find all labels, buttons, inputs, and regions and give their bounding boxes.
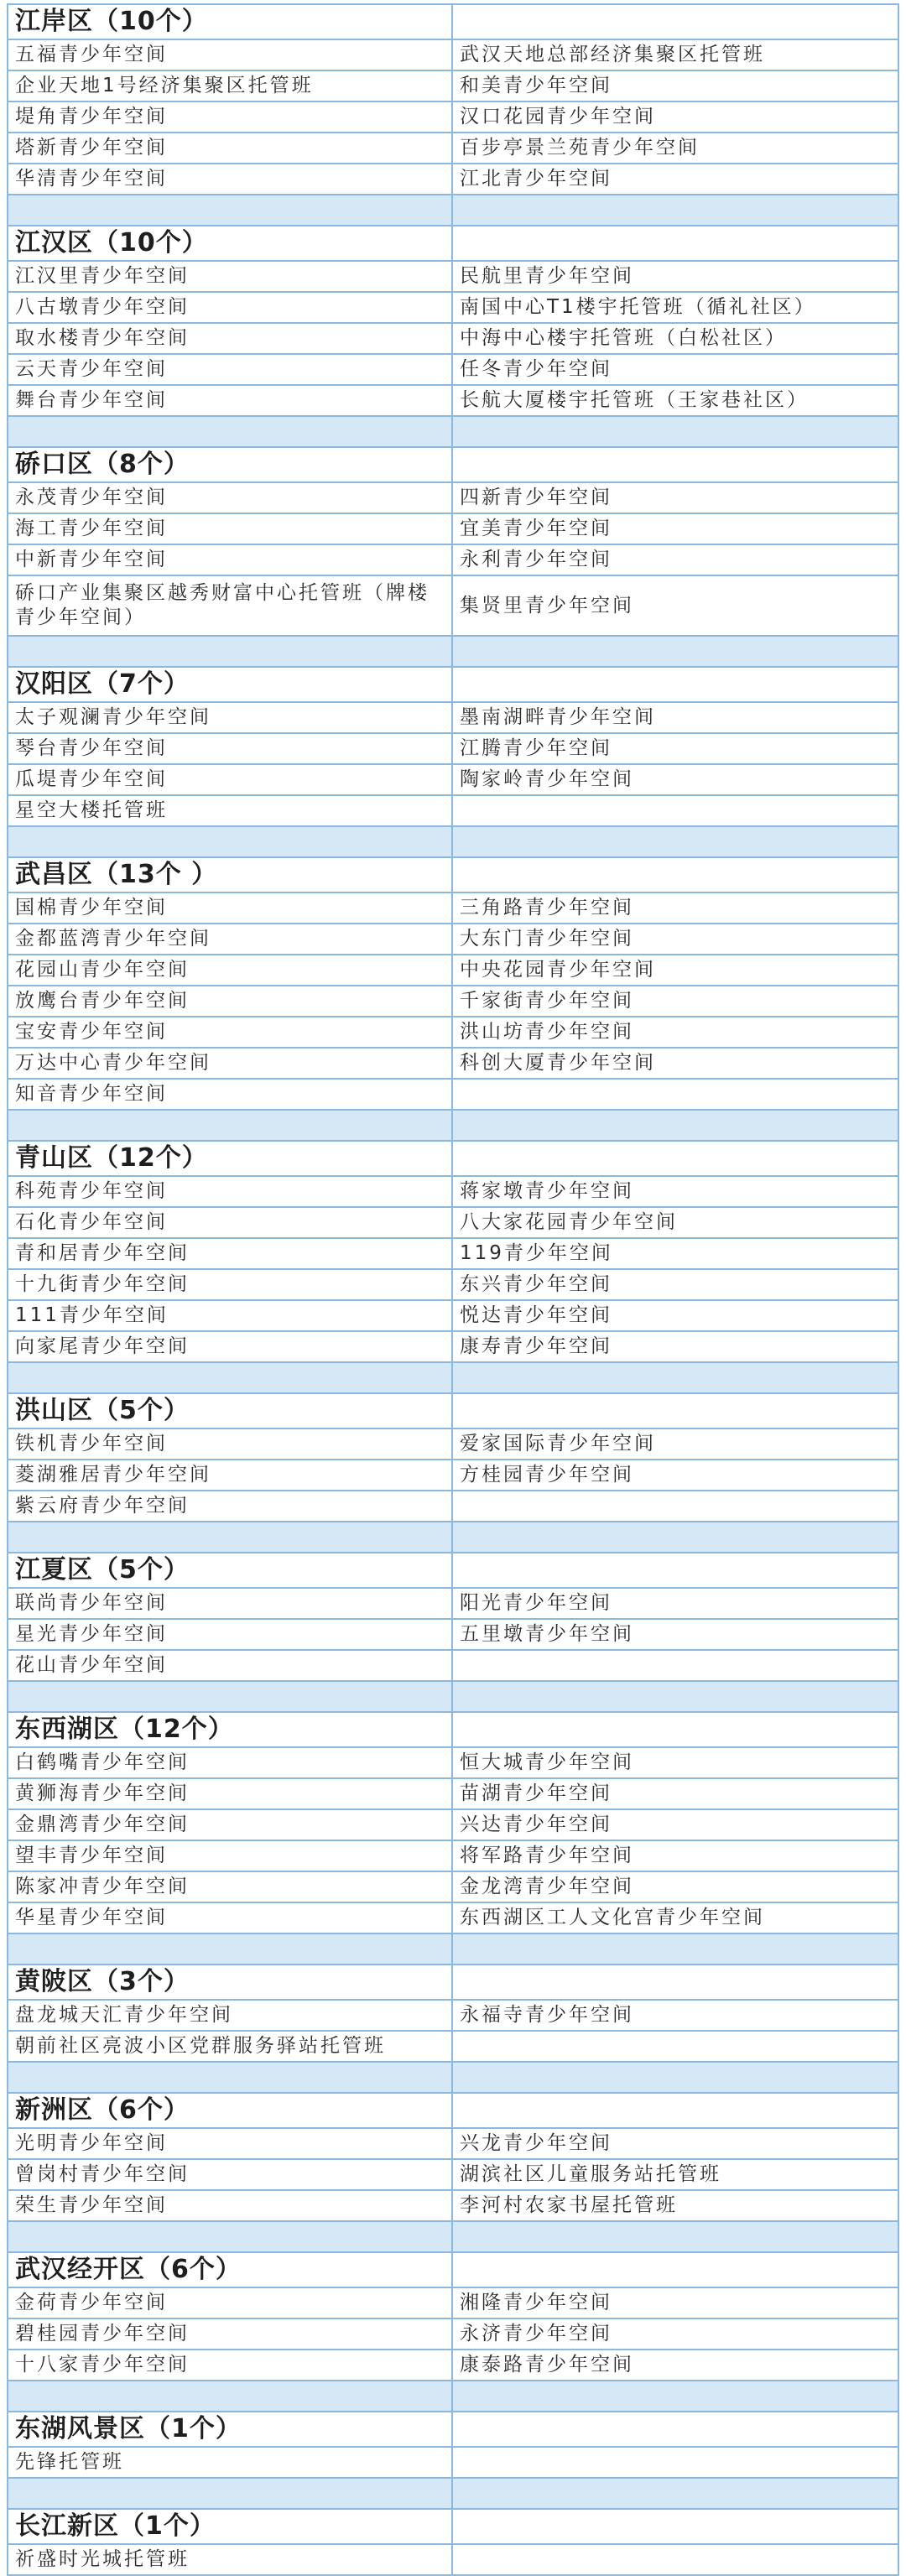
venue-name-right: 康寿青少年空间: [460, 1335, 612, 1358]
district-title: 武汉经开区（6个）: [8, 2253, 453, 2287]
table-row: [7, 291, 899, 324]
table-row: [7, 132, 899, 164]
venue-name-left: 中新青少年空间: [8, 545, 453, 575]
venue-name-right: 兴龙青少年空间: [460, 2132, 612, 2155]
table-row: [7, 1871, 899, 1903]
venue-name-left: 华清青少年空间: [8, 164, 453, 194]
table-row: [7, 101, 899, 133]
venue-name-right: 三角路青少年空间: [460, 897, 634, 919]
venue-name-right: 武汉天地总部经济集聚区托管班: [460, 44, 765, 66]
venue-name-left: 取水楼青少年空间: [8, 324, 453, 353]
empty-cell: [453, 1142, 898, 1175]
venue-name-right: 民航里青少年空间: [460, 265, 634, 288]
venue-name-right: 八大家花园青少年空间: [460, 1211, 678, 1234]
venue-name-left: 白鹤嘴青少年空间: [8, 1748, 453, 1777]
venue-name-right: [453, 1491, 898, 1521]
empty-cell: [453, 5, 898, 39]
empty-cell: [8, 827, 453, 856]
venue-name-right: [453, 1080, 898, 1109]
venue-name-left: 塔新青少年空间: [8, 133, 453, 163]
section-spacer-row: [7, 1361, 899, 1394]
venue-name-left: 云天青少年空间: [8, 355, 453, 384]
table-row: [7, 1268, 899, 1301]
venue-name-right: 集贤里青少年空间: [460, 594, 634, 617]
venue-name-right: 大东门青少年空间: [460, 928, 634, 950]
table-row: [7, 892, 899, 924]
venue-name-left: 金鼎湾青少年空间: [8, 1810, 453, 1840]
empty-cell: [8, 417, 453, 446]
venue-name-left: 星光青少年空间: [8, 1620, 453, 1649]
empty-cell: [8, 1363, 453, 1392]
empty-cell: [453, 2094, 898, 2127]
venue-name-left: 青和居青少年空间: [8, 1239, 453, 1268]
venue-name-right: [453, 796, 898, 825]
venue-name-left: 铁机青少年空间: [8, 1429, 453, 1459]
empty-cell: [453, 827, 898, 856]
empty-cell: [8, 1522, 453, 1552]
table-row: [7, 954, 899, 986]
venue-name-left: 曾岗村青少年空间: [8, 2160, 453, 2189]
section-spacer-row: [7, 2061, 899, 2094]
empty-cell: [453, 417, 898, 446]
district-header-row: [7, 1964, 899, 2001]
venue-name-right: 洪山坊青少年空间: [460, 1021, 634, 1043]
venue-name-right: 江腾青少年空间: [460, 737, 612, 760]
table-row: [7, 1016, 899, 1049]
venue-name-left: 舞台青少年空间: [8, 386, 453, 415]
venue-name-left: 碧桂园青少年空间: [8, 2319, 453, 2349]
district-title: 东湖风景区（1个）: [8, 2412, 453, 2446]
empty-cell: [8, 637, 453, 666]
table-row: [7, 2030, 899, 2063]
table-row: [7, 732, 899, 765]
table-row: [7, 2127, 899, 2160]
venue-name-left: 海工青少年空间: [8, 514, 453, 544]
venue-name-right: 中海中心楼宇托管班（白松社区）: [460, 327, 787, 350]
venue-name-left: 华星青少年空间: [8, 1903, 453, 1933]
table-row: [7, 2318, 899, 2350]
empty-cell: [453, 1713, 898, 1746]
venue-name-right: 将军路青少年空间: [460, 1845, 634, 1867]
table-row: [7, 70, 899, 102]
empty-cell: [453, 1522, 898, 1552]
table-row: [7, 1902, 899, 1934]
district-title: 东西湖区（12个）: [8, 1713, 453, 1746]
table-row: [7, 923, 899, 955]
district-header-row: [7, 666, 899, 703]
table-row: [7, 1175, 899, 1208]
table-row: [7, 1777, 899, 1810]
table-row: [7, 1587, 899, 1620]
empty-cell: [453, 2063, 898, 2092]
venue-name-right: 阳光青少年空间: [460, 1592, 612, 1615]
venue-name-right: 方桂园青少年空间: [460, 1464, 634, 1486]
venue-name-left: 紫云府青少年空间: [8, 1491, 453, 1521]
table-row: [7, 1490, 899, 1522]
section-spacer-row: [7, 825, 899, 858]
venue-name-right: 中央花园青少年空间: [460, 959, 656, 981]
table-row: [7, 1428, 899, 1460]
table-row: [7, 2189, 899, 2222]
district-header-row: [7, 2508, 899, 2545]
venue-name-left: 瓜堤青少年空间: [8, 765, 453, 794]
district-header-row: [7, 3, 899, 40]
venue-name-left: 光明青少年空间: [8, 2129, 453, 2158]
empty-cell: [453, 2381, 898, 2411]
venue-name-left: 企业天地1号经济集聚区托管班: [8, 71, 453, 101]
venue-name-left: 星空大楼托管班: [8, 796, 453, 825]
venue-name-right: 兴达青少年空间: [460, 1814, 612, 1836]
empty-cell: [453, 2479, 898, 2508]
venue-name-left: 十八家青少年空间: [8, 2350, 453, 2380]
district-title: 长江新区（1个）: [8, 2510, 453, 2543]
venue-name-right: 爱家国际青少年空间: [460, 1433, 656, 1455]
venue-name-left: 黄狮海青少年空间: [8, 1779, 453, 1808]
venue-name-right: 恒大城青少年空间: [460, 1751, 634, 1774]
venue-name-right: [453, 2545, 898, 2574]
venue-name-right: 金龙湾青少年空间: [460, 1876, 634, 1898]
table-row: [7, 260, 899, 293]
empty-cell: [453, 637, 898, 666]
table-row: [7, 1808, 899, 1841]
empty-cell: [453, 2222, 898, 2251]
table-row: [7, 701, 899, 734]
table-row: [7, 1840, 899, 1872]
venue-name-left: 科苑青少年空间: [8, 1177, 453, 1206]
table-row: [7, 322, 899, 355]
table-row: [7, 1299, 899, 1332]
venue-name-left: 金都蓝湾青少年空间: [8, 924, 453, 954]
empty-cell: [8, 1111, 453, 1140]
district-title: 江夏区（5个）: [8, 1553, 453, 1587]
section-spacer-row: [7, 635, 899, 668]
venue-name-right: 康泰路青少年空间: [460, 2354, 634, 2376]
empty-cell: [453, 2510, 898, 2543]
section-spacer-row: [7, 2220, 899, 2253]
venue-name-left: 宝安青少年空间: [8, 1017, 453, 1047]
venue-name-right: 江北青少年空间: [460, 168, 612, 190]
venue-name-left: 向家尾青少年空间: [8, 1332, 453, 1361]
venue-name-right: 悦达青少年空间: [460, 1304, 612, 1327]
venue-name-left: 望丰青少年空间: [8, 1841, 453, 1871]
empty-cell: [453, 1682, 898, 1711]
venue-name-right: 长航大厦楼宇托管班（王家巷社区）: [460, 389, 809, 412]
district-title: 新洲区（6个）: [8, 2094, 453, 2127]
venue-name-left: 琴台青少年空间: [8, 734, 453, 763]
venue-name-right: 东西湖区工人文化宫青少年空间: [460, 1907, 765, 1929]
table-row: [7, 1649, 899, 1682]
table-row: [7, 763, 899, 796]
table-row: [7, 2543, 899, 2576]
table-row: [7, 544, 899, 576]
table-row: [7, 1746, 899, 1779]
district-header-row: [7, 2092, 899, 2129]
district-title: 青山区（12个）: [8, 1142, 453, 1175]
venue-name-left: 五福青少年空间: [8, 40, 453, 70]
empty-cell: [8, 2381, 453, 2411]
district-header-row: [7, 2411, 899, 2448]
table-row: [7, 575, 899, 637]
table-row: [7, 2158, 899, 2191]
venue-name-right: 汉口花园青少年空间: [460, 106, 656, 128]
venue-name-left: 朝前社区亮波小区党群服务驿站托管班: [8, 2032, 453, 2061]
venue-name-right: 陶家岭青少年空间: [460, 768, 634, 791]
district-header-row: [7, 1140, 899, 1177]
table-row: [7, 163, 899, 195]
empty-cell: [453, 1965, 898, 1999]
table-row: [7, 384, 899, 417]
section-spacer-row: [7, 1680, 899, 1713]
empty-cell: [453, 1363, 898, 1392]
table-row: [7, 985, 899, 1017]
empty-cell: [453, 1553, 898, 1587]
empty-cell: [453, 2412, 898, 2446]
venue-name-right: 东兴青少年空间: [460, 1273, 612, 1296]
venue-name-right: 科创大厦青少年空间: [460, 1052, 656, 1075]
venue-name-right: 南国中心T1楼宇托管班（循礼社区）: [460, 296, 816, 319]
venue-name-left: 永茂青少年空间: [8, 483, 453, 513]
district-header-row: [7, 225, 899, 262]
venue-name-right: 宜美青少年空间: [460, 518, 612, 540]
venue-name-right: 湘隆青少年空间: [460, 2292, 612, 2314]
venue-name-right: [453, 2032, 898, 2061]
venue-name-left: 硚口产业集聚区越秀财富中心托管班（牌楼青少年空间）: [8, 576, 453, 635]
table-row: [7, 481, 899, 514]
empty-cell: [453, 448, 898, 481]
empty-cell: [8, 1682, 453, 1711]
venue-name-right: 永济青少年空间: [460, 2323, 612, 2345]
table-row: [7, 353, 899, 386]
section-spacer-row: [7, 2477, 899, 2510]
venue-name-left: 八古墩青少年空间: [8, 293, 453, 322]
section-spacer-row: [7, 415, 899, 448]
district-header-row: [7, 1392, 899, 1429]
table-row: [7, 1459, 899, 1491]
venue-name-right: 和美青少年空间: [460, 75, 612, 97]
table-row: [7, 1237, 899, 1270]
venue-name-left: 十九街青少年空间: [8, 1270, 453, 1299]
section-spacer-row: [7, 1933, 899, 1965]
empty-cell: [453, 2253, 898, 2287]
venue-name-left: 花园山青少年空间: [8, 955, 453, 985]
venue-name-right: 苗湖青少年空间: [460, 1782, 612, 1805]
district-header-row: [7, 446, 899, 483]
venue-name-left: 联尚青少年空间: [8, 1589, 453, 1618]
table-row: [7, 39, 899, 71]
venue-name-right: 五里墩青少年空间: [460, 1623, 634, 1646]
venue-name-left: 陈家冲青少年空间: [8, 1872, 453, 1902]
venue-name-right: 任冬青少年空间: [460, 358, 612, 381]
empty-cell: [8, 2222, 453, 2251]
venue-name-left: 放鹰台青少年空间: [8, 986, 453, 1016]
table-row: [7, 1618, 899, 1651]
venue-name-left: 太子观澜青少年空间: [8, 703, 453, 732]
venue-name-left: 知音青少年空间: [8, 1080, 453, 1109]
empty-cell: [8, 2063, 453, 2092]
table-row: [7, 1206, 899, 1239]
venue-name-left: 江汉里青少年空间: [8, 262, 453, 291]
venue-name-left: 金荷青少年空间: [8, 2288, 453, 2318]
table-row: [7, 1999, 899, 2032]
district-title: 汉阳区（7个）: [8, 668, 453, 701]
district-title: 江岸区（10个）: [8, 5, 453, 39]
section-spacer-row: [7, 194, 899, 226]
table-row: [7, 2349, 899, 2381]
venue-name-right: 百步亭景兰苑青少年空间: [460, 137, 700, 159]
venue-name-right: 墨南湖畔青少年空间: [460, 706, 656, 729]
venue-name-right: 蒋家墩青少年空间: [460, 1180, 634, 1203]
venue-name-left: 石化青少年空间: [8, 1208, 453, 1237]
empty-cell: [453, 1934, 898, 1964]
table-row: [7, 1078, 899, 1111]
district-title: 硚口区（8个）: [8, 448, 453, 481]
district-title: 武昌区（13个 ）: [8, 858, 453, 892]
empty-cell: [8, 1934, 453, 1964]
empty-cell: [8, 195, 453, 225]
venue-name-right: 永利青少年空间: [460, 549, 612, 571]
venue-name-left: 盘龙城天汇青少年空间: [8, 2001, 453, 2030]
section-spacer-row: [7, 1521, 899, 1553]
venue-name-left: 万达中心青少年空间: [8, 1049, 453, 1078]
table-row: [7, 2446, 899, 2479]
empty-cell: [453, 858, 898, 892]
venue-name-right: [453, 1651, 898, 1680]
table-row: [7, 1330, 899, 1363]
venue-name-right: 永福寺青少年空间: [460, 2004, 634, 2027]
venue-name-left: 堤角青少年空间: [8, 102, 453, 132]
empty-cell: [453, 1111, 898, 1140]
venue-name-right: 119青少年空间: [460, 1242, 613, 1265]
empty-cell: [453, 1394, 898, 1428]
district-title: 洪山区（5个）: [8, 1394, 453, 1428]
section-spacer-row: [7, 2380, 899, 2412]
empty-cell: [453, 195, 898, 225]
venue-name-left: 国棉青少年空间: [8, 893, 453, 923]
district-header-row: [7, 856, 899, 893]
section-spacer-row: [7, 1109, 899, 1142]
table-row: [7, 1047, 899, 1080]
venue-name-right: 四新青少年空间: [460, 487, 612, 509]
table-row: [7, 2287, 899, 2319]
venue-name-right: [453, 2448, 898, 2477]
district-header-row: [7, 1552, 899, 1589]
venue-name-right: 千家街青少年空间: [460, 990, 634, 1012]
table-row: [7, 794, 899, 827]
venue-name-left: 先锋托管班: [8, 2448, 453, 2477]
empty-cell: [453, 226, 898, 260]
empty-cell: [453, 668, 898, 701]
venue-name-left: 祈盛时光城托管班: [8, 2545, 453, 2574]
venue-name-left: 荣生青少年空间: [8, 2191, 453, 2220]
table-row: [7, 513, 899, 545]
venue-name-left: 花山青少年空间: [8, 1651, 453, 1680]
venue-name-left: 菱湖雅居青少年空间: [8, 1460, 453, 1490]
venue-name-right: 李河村农家书屋托管班: [460, 2194, 678, 2217]
district-title: 江汉区（10个）: [8, 226, 453, 260]
empty-cell: [8, 2479, 453, 2508]
district-header-row: [7, 2251, 899, 2288]
venue-name-left: 111青少年空间: [8, 1301, 453, 1330]
district-header-row: [7, 1711, 899, 1748]
venue-name-right: 湖滨社区儿童服务站托管班: [460, 2163, 721, 2186]
district-title: 黄陂区（3个）: [8, 1965, 453, 1999]
